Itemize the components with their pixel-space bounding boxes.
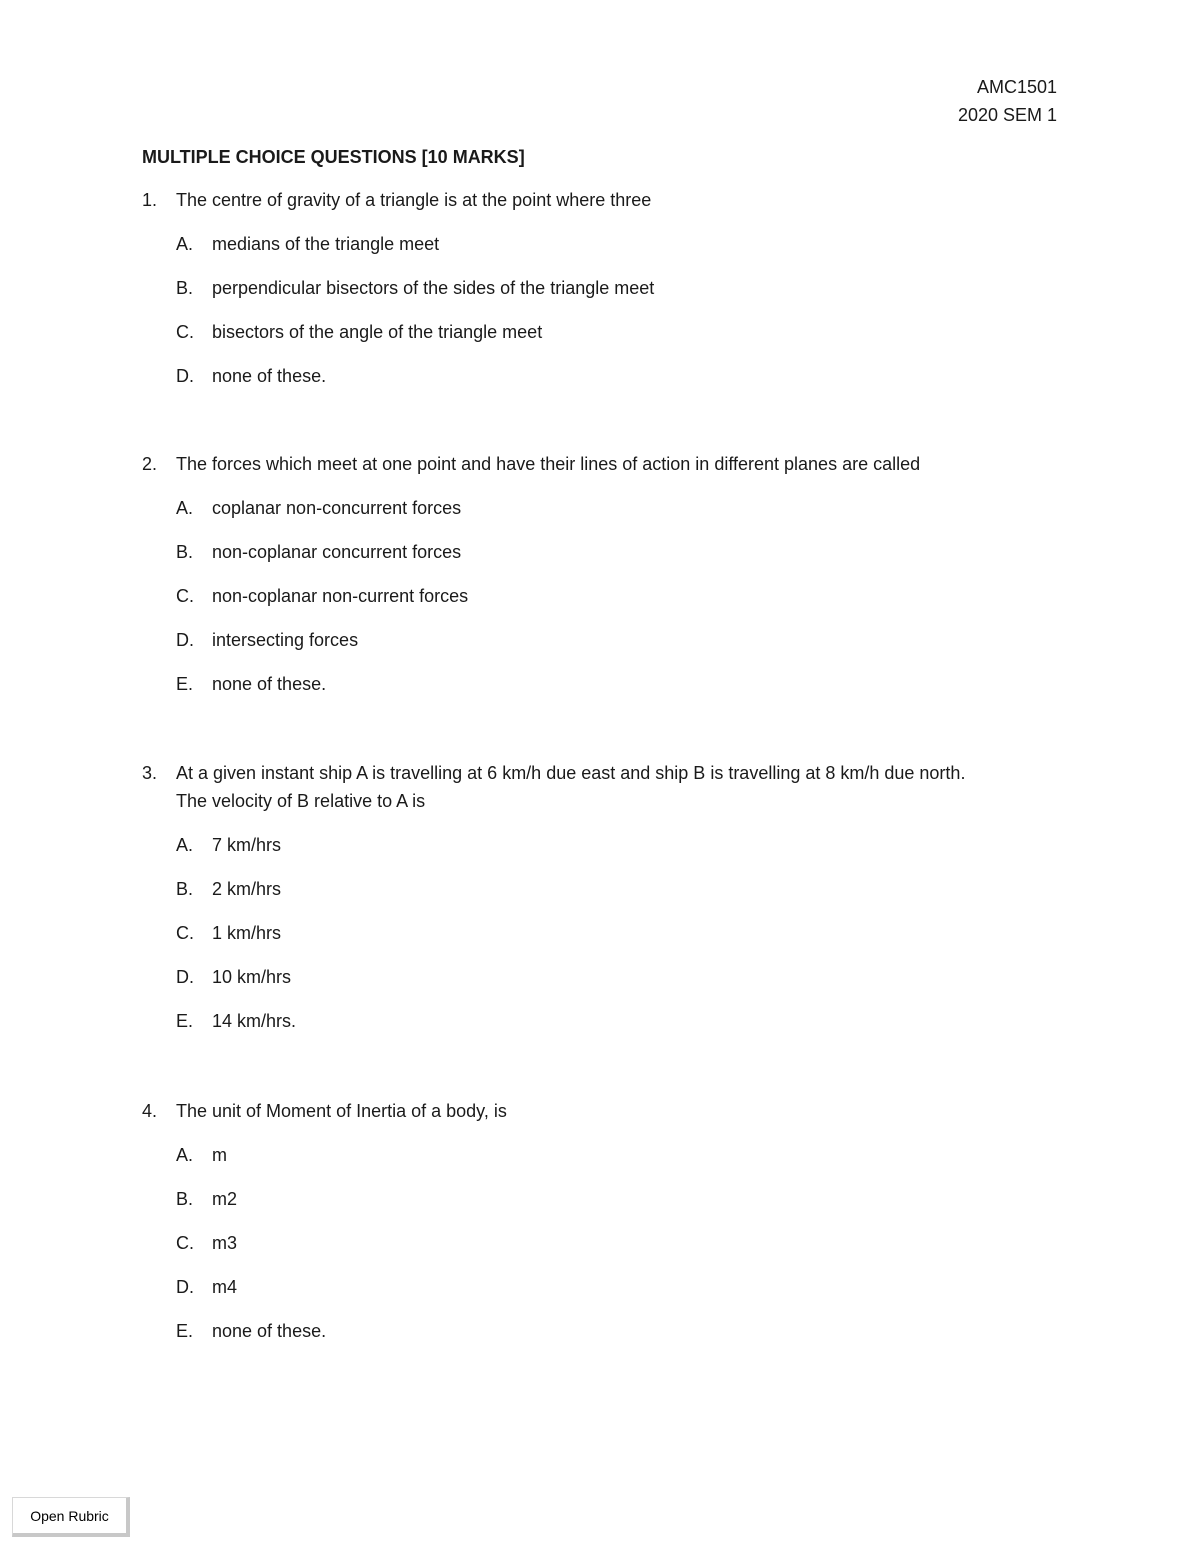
option-text: m2 [212, 1189, 238, 1209]
question-4 [142, 1097, 1072, 1361]
option-a [142, 494, 1072, 538]
option-text: 10 km/hrs [212, 967, 292, 987]
course-code: AMC1501 [976, 77, 1057, 97]
option-letter: B. [176, 542, 194, 562]
option-text: m4 [212, 1277, 238, 1297]
option-letter: D. [176, 630, 194, 650]
question-3 [142, 759, 1072, 1051]
question-number: 4. [142, 1101, 158, 1121]
option-a [142, 1141, 1072, 1185]
option-c [142, 318, 1072, 362]
option-letter: C. [176, 923, 194, 943]
open-rubric-button[interactable]: Open Rubric [12, 1497, 130, 1537]
option-text: perpendicular bisectors of the sides of the triangle meet [212, 278, 655, 298]
question-number: 2. [142, 454, 158, 474]
option-letter: D. [176, 366, 194, 386]
option-letter: A. [176, 835, 194, 855]
option-letter: D. [176, 1277, 194, 1297]
option-b [142, 1185, 1072, 1229]
option-letter: C. [176, 1233, 194, 1253]
option-d [142, 362, 1072, 406]
option-text: none of these. [212, 366, 327, 386]
option-text: bisectors of the angle of the triangle meet [212, 322, 543, 342]
option-list [142, 1141, 1072, 1361]
option-list [142, 494, 1072, 714]
option-e [142, 1317, 1072, 1361]
option-c [142, 1229, 1072, 1273]
option-list [142, 831, 1072, 1051]
section-title: MULTIPLE CHOICE QUESTIONS [10 MARKS] [142, 147, 525, 167]
semester-label: 2020 SEM 1 [957, 105, 1057, 125]
option-letter: E. [176, 1321, 194, 1341]
option-a [142, 230, 1072, 274]
question-1 [142, 186, 1072, 406]
question-2 [142, 450, 1072, 714]
option-b [142, 538, 1072, 582]
question-number: 1. [142, 190, 158, 210]
option-b [142, 274, 1072, 318]
option-letter: E. [176, 1011, 194, 1031]
option-d [142, 626, 1072, 670]
option-text: intersecting forces [212, 630, 359, 650]
option-letter: C. [176, 586, 194, 606]
question-text: The unit of Moment of Inertia of a body, is [176, 1101, 507, 1121]
option-e [142, 1007, 1072, 1051]
option-letter: E. [176, 674, 194, 694]
option-text: m [212, 1145, 227, 1165]
option-d [142, 963, 1072, 1007]
option-letter: D. [176, 967, 194, 987]
option-c [142, 919, 1072, 963]
option-e [142, 670, 1072, 714]
option-letter: B. [176, 879, 194, 899]
option-text: m3 [212, 1233, 238, 1253]
question-text: The forces which meet at one point and have their lines of action in different planes are called [176, 454, 921, 474]
option-a [142, 831, 1072, 875]
option-text: 2 km/hrs [212, 879, 282, 899]
option-letter: C. [176, 322, 194, 342]
question-number: 3. [142, 763, 158, 783]
option-letter: A. [176, 234, 194, 254]
option-text: coplanar non-concurrent forces [212, 498, 462, 518]
option-c [142, 582, 1072, 626]
option-text: 14 km/hrs. [212, 1011, 297, 1031]
option-text: 1 km/hrs [212, 923, 282, 943]
option-text: none of these. [212, 1321, 327, 1341]
option-letter: A. [176, 1145, 194, 1165]
option-text: non-coplanar non-current forces [212, 586, 469, 606]
option-list [142, 230, 1072, 406]
option-text: none of these. [212, 674, 327, 694]
question-text: At a given instant ship A is travelling at 6 km/h due east and ship B is travelling at 8 km/h due north. [176, 763, 966, 783]
document-header [958, 73, 1057, 129]
option-text: 7 km/hrs [212, 835, 282, 855]
option-letter: A. [176, 498, 194, 518]
option-letter: B. [176, 1189, 194, 1209]
question-text: The centre of gravity of a triangle is at the point where three [176, 190, 652, 210]
option-letter: B. [176, 278, 194, 298]
question-text-continued: The velocity of B relative to A is [176, 791, 426, 811]
option-d [142, 1273, 1072, 1317]
option-text: non-coplanar concurrent forces [212, 542, 462, 562]
option-b [142, 875, 1072, 919]
option-text: medians of the triangle meet [212, 234, 440, 254]
